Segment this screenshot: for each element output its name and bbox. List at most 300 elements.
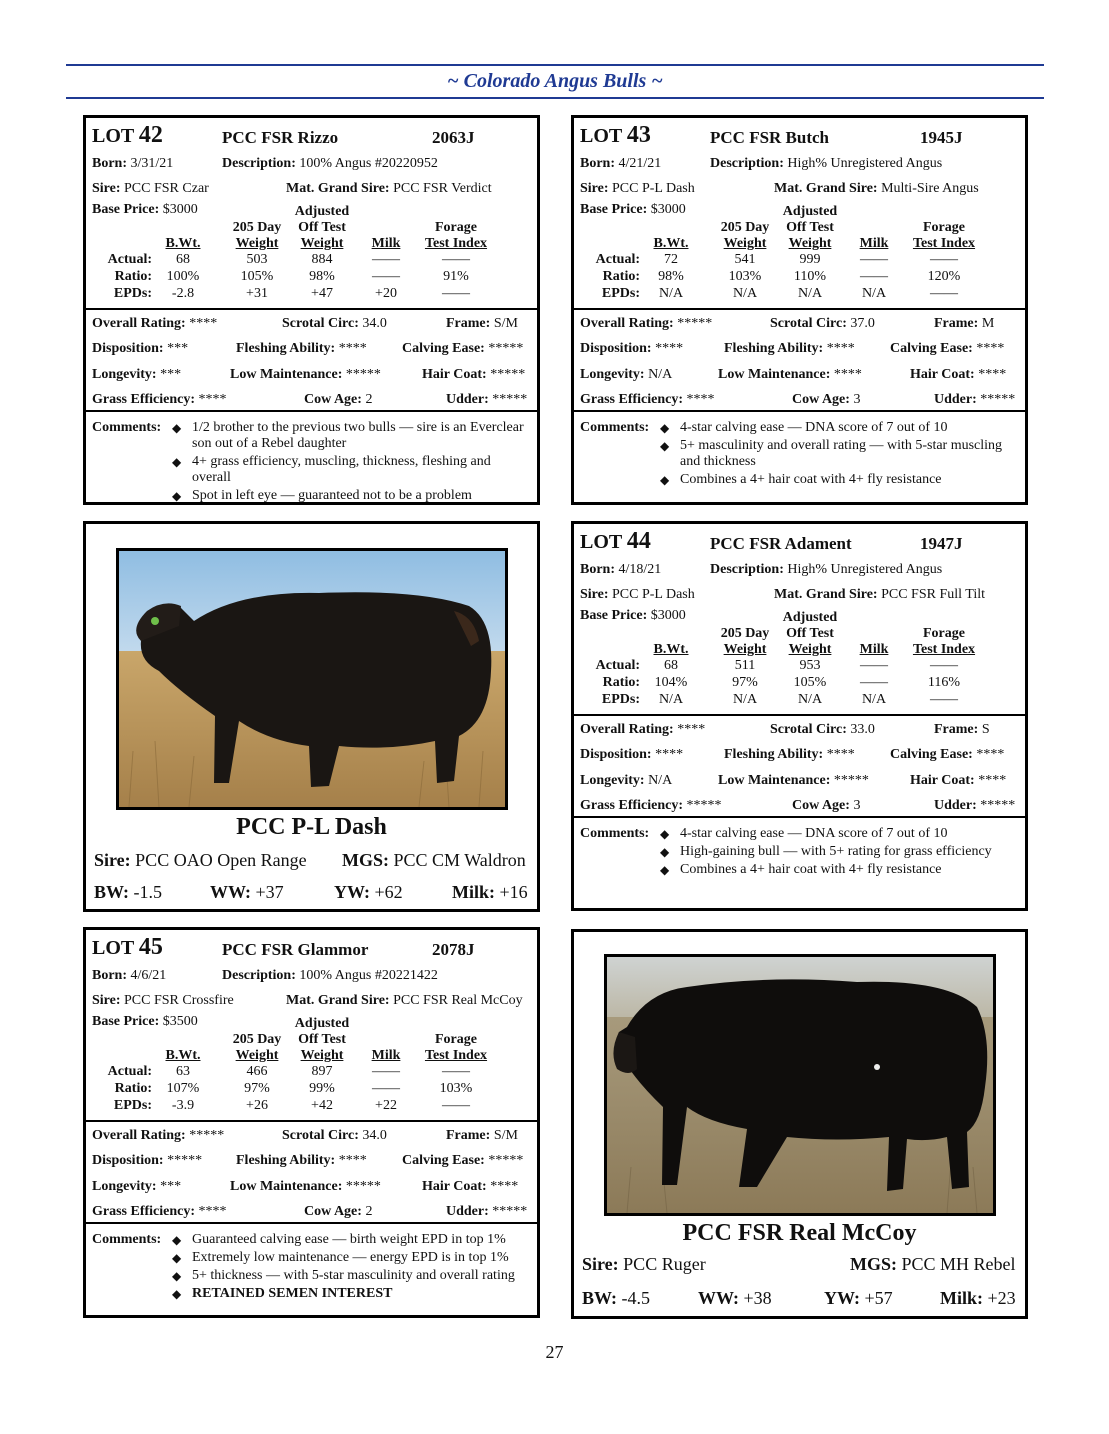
stat-value: -2.8	[171, 286, 195, 301]
column-header-text: Weight	[235, 1048, 279, 1063]
overall-rating-value: ****	[677, 722, 706, 737]
sire-card	[83, 521, 540, 912]
col-205-line1: 205 Day	[720, 626, 770, 641]
grass-efficiency-rating	[580, 392, 715, 408]
ratings-block	[86, 1120, 537, 1224]
stat-cell	[290, 252, 354, 268]
base-price-value: $3000	[650, 202, 686, 217]
base-price	[92, 1014, 198, 1030]
udder-rating-value: *****	[492, 392, 528, 407]
stat-value: 100%	[166, 269, 200, 284]
column-header	[646, 642, 696, 658]
longevity-rating-label: Longevity:	[580, 367, 645, 382]
col-adj-line0: Adjusted	[782, 610, 838, 625]
column-header-text: Weight	[788, 236, 832, 251]
scrotal-circ-label: Scrotal Circ:	[770, 722, 847, 737]
stat-cell	[366, 1064, 406, 1080]
stat-value: ——	[860, 675, 888, 690]
base-price-label: Base Price:	[580, 608, 648, 623]
stat-cell	[646, 658, 696, 674]
low-maintenance-rating	[718, 367, 862, 383]
stat-cell	[366, 252, 406, 268]
ww-value: +38	[743, 1288, 772, 1308]
sire-value: PCC OAO Open Range	[135, 850, 307, 870]
comment-text: Extremely low maintenance — energy EPD is in top 1%	[192, 1250, 509, 1265]
stat-cell	[646, 692, 696, 708]
row-label-epds	[90, 286, 152, 302]
base-price-label: Base Price:	[92, 1014, 160, 1029]
grass-efficiency-rating-label: Grass Efficiency:	[92, 392, 196, 407]
row-label-text: Ratio:	[602, 269, 640, 284]
frame-rating	[446, 316, 518, 332]
comments-label: Comments:	[92, 1232, 162, 1247]
comment-text: Combines a 4+ hair coat with 4+ fly resistance	[680, 472, 942, 487]
stat-cell	[290, 1081, 354, 1097]
longevity-rating	[580, 773, 672, 789]
mgs-value: PCC FSR Real McCoy	[393, 993, 523, 1008]
diamond-bullet-icon: ◆	[172, 1269, 182, 1283]
cow-age-value: 2	[365, 392, 373, 407]
col-adj-header1	[290, 1032, 354, 1048]
cow-age-value: 3	[853, 798, 861, 813]
stat-value: ——	[442, 286, 470, 301]
cow-age-label: Cow Age:	[792, 798, 850, 813]
column-header-text: Test Index	[912, 236, 976, 251]
udder-rating-label: Udder:	[934, 392, 977, 407]
milk-value: +16	[499, 882, 528, 902]
stat-cell	[646, 675, 696, 691]
column-header-text: Weight	[300, 236, 344, 251]
overall-rating-value: ****	[189, 316, 218, 331]
calving-ease-rating-value: *****	[488, 1153, 524, 1168]
low-maintenance-rating-value: *****	[833, 773, 869, 788]
calving-ease-rating-label: Calving Ease:	[402, 1153, 485, 1168]
disposition-rating-label: Disposition:	[580, 341, 652, 356]
longevity-rating-label: Longevity:	[92, 1179, 157, 1194]
overall-rating	[92, 316, 217, 332]
stat-value: ——	[860, 658, 888, 673]
stat-value: 511	[734, 658, 756, 673]
stat-cell	[158, 1064, 208, 1080]
fleshing-rating-label: Fleshing Ability:	[236, 341, 336, 356]
disposition-rating-label: Disposition:	[580, 747, 652, 762]
diamond-bullet-icon: ◆	[172, 1251, 182, 1265]
stat-value: ——	[860, 252, 888, 267]
col-forage-header1	[904, 626, 984, 642]
born-value: 4/18/21	[618, 562, 662, 577]
fleshing-rating-label: Fleshing Ability:	[724, 747, 824, 762]
stat-cell	[710, 252, 780, 268]
description-label: Description:	[710, 156, 784, 171]
stat-cell	[778, 252, 842, 268]
fleshing-rating	[236, 1153, 367, 1169]
sire-row	[86, 989, 537, 1014]
ww-label: WW:	[210, 882, 252, 902]
stat-cell	[710, 675, 780, 691]
stat-value: 541	[734, 252, 756, 267]
stat-cell	[904, 692, 984, 708]
stat-value: ——	[930, 692, 958, 707]
disposition-rating	[92, 341, 188, 357]
lot-card	[83, 927, 540, 1318]
row-label-text: Actual:	[107, 1064, 152, 1079]
col-adj-line0: Adjusted	[294, 1016, 350, 1031]
stat-cell	[710, 269, 780, 285]
column-header-text: B.Wt.	[653, 642, 689, 657]
ww-line	[210, 882, 284, 903]
overall-rating-label: Overall Rating:	[92, 1128, 186, 1143]
row-label-text: Actual:	[595, 252, 640, 267]
bw-line	[94, 882, 162, 903]
stat-cell	[904, 269, 984, 285]
sire-label: Sire:	[580, 181, 609, 196]
stat-cell	[290, 269, 354, 285]
sire-row	[574, 177, 1025, 202]
stat-cell	[366, 269, 406, 285]
description-field	[222, 968, 438, 984]
longevity-rating-label: Longevity:	[92, 367, 157, 382]
diamond-bullet-icon: ◆	[660, 473, 670, 487]
stat-cell	[222, 252, 292, 268]
overall-rating-label: Overall Rating:	[580, 316, 674, 331]
stat-cell	[366, 1098, 406, 1114]
header-rule-bottom	[66, 97, 1044, 99]
stat-value: +22	[375, 1098, 397, 1113]
column-header	[416, 236, 496, 252]
longevity-rating-value: N/A	[648, 773, 673, 788]
bull-tag: 2063J	[432, 128, 475, 147]
col-forage-header1	[904, 220, 984, 236]
lot-header	[86, 930, 537, 964]
udder-rating-label: Udder:	[446, 392, 489, 407]
sire-label: Sire:	[94, 850, 131, 870]
comments-label: Comments:	[92, 420, 162, 435]
comment-text: 1/2 brother to the previous two bulls — sire is an Everclear son out of a Rebel daughter	[192, 420, 524, 451]
comment-text: Spot in left eye — guaranteed not to be a problem	[192, 488, 472, 503]
disposition-rating-label: Disposition:	[92, 341, 164, 356]
row-label-ratio	[90, 269, 152, 285]
stat-value: 63	[176, 1064, 190, 1079]
stat-cell	[904, 252, 984, 268]
mgs-line	[342, 850, 526, 871]
comment-text: High-gaining bull — with 5+ rating for grass efficiency	[680, 844, 992, 859]
milk-label: Milk:	[940, 1288, 983, 1308]
bull-photo-image	[607, 957, 993, 1213]
disposition-rating	[92, 1153, 202, 1169]
stat-value: N/A	[797, 286, 823, 301]
row-label-actual	[90, 252, 152, 268]
lot-header	[86, 118, 537, 152]
stat-value: ——	[372, 252, 400, 267]
lot-number	[92, 934, 163, 961]
stat-value: ——	[930, 252, 958, 267]
column-header	[222, 236, 292, 252]
frame-rating-value: S/M	[493, 1128, 518, 1143]
sire-value: PCC FSR Crossfire	[124, 993, 234, 1008]
low-maintenance-rating	[718, 773, 869, 789]
bull-photo-image	[119, 551, 505, 807]
hair-coat-rating-value: ****	[978, 367, 1007, 382]
sire-row	[86, 177, 537, 202]
bull-tag: 1947J	[920, 534, 963, 553]
comment-item	[172, 1250, 532, 1266]
col-adj-header1	[778, 220, 842, 236]
low-maintenance-rating	[230, 1179, 381, 1195]
comments-block	[86, 412, 537, 503]
column-header-text: Milk	[371, 1048, 401, 1063]
stat-cell	[778, 269, 842, 285]
stat-cell	[290, 286, 354, 302]
udder-rating-value: *****	[980, 798, 1016, 813]
page-number: 27	[545, 1342, 564, 1362]
grass-efficiency-rating-label: Grass Efficiency:	[580, 392, 684, 407]
fleshing-rating-value: ****	[826, 747, 855, 762]
stat-value: N/A	[797, 692, 823, 707]
longevity-rating-value: ***	[160, 1179, 182, 1194]
scrotal-circ-value: 37.0	[850, 316, 875, 331]
stat-value: -3.9	[171, 1098, 195, 1113]
comment-text: Guaranteed calving ease — birth weight EPD in top 1%	[192, 1232, 506, 1247]
sire-line	[582, 1254, 706, 1275]
column-header	[854, 236, 894, 252]
performance-table	[574, 608, 1025, 714]
born-field	[92, 968, 166, 984]
col-adj-header0	[778, 610, 842, 626]
lot-card	[571, 115, 1028, 505]
udder-rating	[934, 392, 1015, 408]
mgs-value: PCC CM Waldron	[393, 850, 526, 870]
column-header	[158, 236, 208, 252]
sire-row	[574, 583, 1025, 608]
comment-item	[172, 1286, 532, 1302]
stat-cell	[854, 658, 894, 674]
stat-value: 116%	[927, 675, 961, 690]
description-field	[710, 562, 942, 578]
col-205-header	[710, 626, 780, 642]
comments-label: Comments:	[580, 420, 650, 435]
column-header	[290, 1048, 354, 1064]
stat-cell	[710, 692, 780, 708]
mgs-line	[850, 1254, 1016, 1275]
stat-cell	[416, 1098, 496, 1114]
mgs-label: MGS:	[850, 1254, 897, 1274]
col-forage-line1: Forage	[435, 1032, 477, 1047]
bw-value: -4.5	[621, 1288, 651, 1308]
fleshing-rating-label: Fleshing Ability:	[724, 341, 824, 356]
sire-name: PCC FSR Real McCoy	[682, 1220, 917, 1246]
comments-block	[86, 1224, 537, 1301]
bw-line	[582, 1288, 650, 1309]
diamond-bullet-icon: ◆	[172, 1233, 182, 1247]
stat-cell	[904, 675, 984, 691]
column-header	[854, 642, 894, 658]
frame-rating	[446, 1128, 518, 1144]
sire-value: PCC FSR Czar	[124, 181, 209, 196]
low-maintenance-rating-value: *****	[345, 1179, 381, 1194]
comment-item	[660, 862, 1020, 878]
calving-ease-rating	[890, 747, 1004, 763]
stat-cell	[854, 269, 894, 285]
column-header	[158, 1048, 208, 1064]
stat-value: N/A	[861, 286, 887, 301]
col-adj-line0: Adjusted	[782, 204, 838, 219]
calving-ease-rating	[402, 1153, 523, 1169]
col-205-line1: 205 Day	[720, 220, 770, 235]
base-price-label: Base Price:	[580, 202, 648, 217]
mgs-value: Multi-Sire Angus	[881, 181, 979, 196]
stat-cell	[854, 252, 894, 268]
stat-cell	[416, 252, 496, 268]
overall-rating	[580, 316, 712, 332]
sire-value: PCC P-L Dash	[612, 181, 695, 196]
comments-block	[574, 412, 1025, 487]
column-header-text: Test Index	[912, 642, 976, 657]
born-row	[574, 152, 1025, 177]
column-header	[778, 236, 842, 252]
yw-line	[824, 1288, 893, 1309]
base-price	[92, 202, 198, 218]
lot-number	[580, 528, 651, 555]
column-header	[710, 236, 780, 252]
stat-value: 466	[246, 1064, 268, 1079]
col-adj-header1	[290, 220, 354, 236]
column-header-text: Weight	[723, 642, 767, 657]
bull-tag: 1945J	[920, 128, 963, 147]
ww-line	[698, 1288, 772, 1309]
stat-value: +47	[311, 286, 333, 301]
row-label-ratio	[578, 675, 640, 691]
udder-rating-value: *****	[980, 392, 1016, 407]
stat-value: 105%	[793, 675, 827, 690]
scrotal-circ-label: Scrotal Circ:	[770, 316, 847, 331]
stat-value: 999	[799, 252, 821, 267]
scrotal-circ-value: 33.0	[850, 722, 875, 737]
column-header-text: B.Wt.	[165, 1048, 201, 1063]
column-header-text: Milk	[859, 642, 889, 657]
born-field	[92, 156, 173, 172]
stat-cell	[158, 252, 208, 268]
row-label-text: EPDs:	[601, 692, 640, 707]
sire-line	[94, 850, 307, 871]
fleshing-rating	[236, 341, 367, 357]
udder-rating	[934, 798, 1015, 814]
stat-value: 897	[311, 1064, 333, 1079]
diamond-bullet-icon: ◆	[660, 863, 670, 877]
mgs-field	[774, 587, 985, 603]
col-forage-line1: Forage	[435, 220, 477, 235]
born-label: Born:	[92, 156, 127, 171]
fleshing-rating	[724, 747, 855, 763]
mgs-field	[286, 181, 492, 197]
diamond-bullet-icon: ◆	[172, 455, 182, 469]
longevity-rating	[580, 367, 672, 383]
overall-rating-label: Overall Rating:	[580, 722, 674, 737]
column-header	[416, 1048, 496, 1064]
scrotal-circ	[770, 722, 875, 738]
lot-header	[574, 118, 1025, 152]
frame-rating-value: S	[981, 722, 990, 737]
udder-rating	[446, 1204, 527, 1220]
comment-text: 4+ grass efficiency, muscling, thickness, fleshing and overall	[192, 454, 491, 485]
stat-value: N/A	[861, 692, 887, 707]
column-header-text: Weight	[788, 642, 832, 657]
row-label-text: Ratio:	[114, 1081, 152, 1096]
stat-value: 91%	[443, 269, 469, 284]
lot-card	[83, 115, 540, 505]
yw-label: YW:	[824, 1288, 860, 1308]
stat-value: N/A	[732, 286, 758, 301]
born-value: 3/31/21	[130, 156, 174, 171]
bull-photo	[604, 954, 996, 1216]
row-label-text: EPDs:	[601, 286, 640, 301]
lot-number-value: 45	[138, 934, 163, 960]
stat-cell	[416, 1081, 496, 1097]
frame-rating-label: Frame:	[446, 1128, 491, 1143]
overall-rating	[580, 722, 705, 738]
stat-value: ——	[860, 269, 888, 284]
row-label-actual	[90, 1064, 152, 1080]
mgs-label: MGS:	[342, 850, 389, 870]
comment-item	[660, 472, 1020, 488]
stat-cell	[646, 286, 696, 302]
page-title: ~ Colorado Angus Bulls ~	[447, 70, 663, 92]
column-header	[904, 642, 984, 658]
disposition-rating	[580, 341, 683, 357]
description-label: Description:	[222, 156, 296, 171]
grass-efficiency-rating	[92, 1204, 227, 1220]
born-row	[86, 964, 537, 989]
cow-age	[304, 392, 372, 408]
comment-item	[660, 438, 1020, 470]
column-header	[366, 236, 406, 252]
stat-cell	[416, 1064, 496, 1080]
grass-efficiency-rating	[92, 392, 227, 408]
bull-name: PCC FSR Rizzo	[222, 128, 339, 147]
stat-cell	[854, 692, 894, 708]
stat-value: ——	[442, 252, 470, 267]
scrotal-circ	[282, 1128, 387, 1144]
lot-number	[580, 122, 651, 149]
diamond-bullet-icon: ◆	[660, 845, 670, 859]
col-adj-header0	[778, 204, 842, 220]
comment-text: 4-star calving ease — DNA score of 7 out of 10	[680, 826, 948, 841]
milk-line	[452, 882, 528, 903]
stat-cell	[710, 286, 780, 302]
stat-value: ——	[930, 286, 958, 301]
low-maintenance-rating-label: Low Maintenance:	[718, 773, 831, 788]
comment-text: 5+ thickness — with 5-star masculinity and overall rating	[192, 1268, 515, 1283]
stat-cell	[158, 269, 208, 285]
stat-value: 97%	[244, 1081, 270, 1096]
born-row	[574, 558, 1025, 583]
scrotal-circ	[282, 316, 387, 332]
column-header-text: B.Wt.	[165, 236, 201, 251]
row-label-text: Ratio:	[114, 269, 152, 284]
bw-label: BW:	[582, 1288, 618, 1308]
lot-number-value: 43	[626, 122, 651, 148]
col-adj-line1: Off Test	[298, 220, 346, 235]
stat-value: +26	[246, 1098, 268, 1113]
disposition-rating-value: ****	[655, 341, 684, 356]
stat-cell	[222, 1081, 292, 1097]
mgs-label: Mat. Grand Sire:	[774, 181, 878, 196]
performance-table	[574, 202, 1025, 308]
calving-ease-rating-label: Calving Ease:	[890, 341, 973, 356]
description-field	[222, 156, 438, 172]
stat-value: 99%	[309, 1081, 335, 1096]
born-row	[86, 152, 537, 177]
ww-value: +37	[255, 882, 284, 902]
